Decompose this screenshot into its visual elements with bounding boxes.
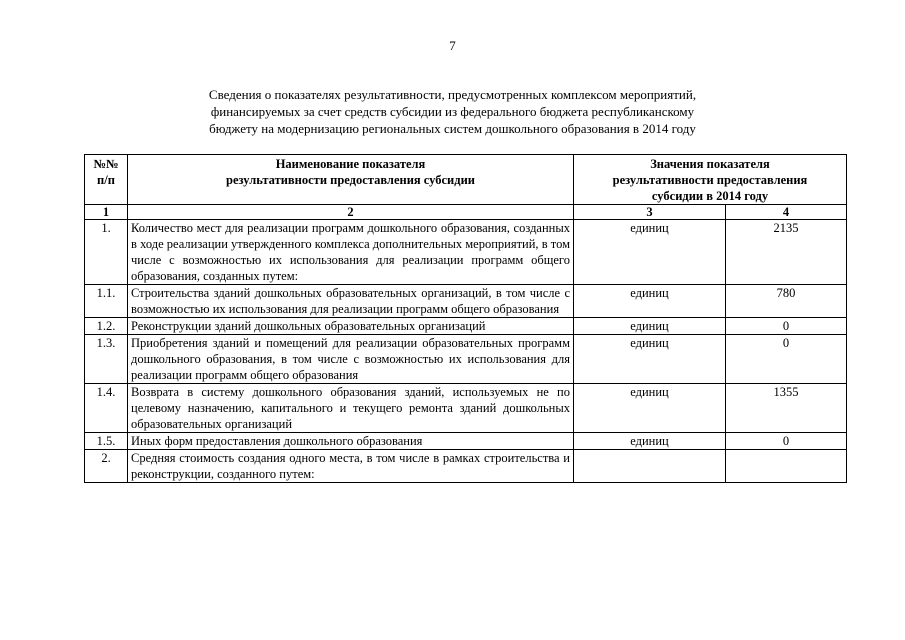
page-number: 7 bbox=[449, 38, 456, 53]
row-indicator-name: Средняя стоимость создания одного места, в том числе в рамках строительства и реконструкции, созданного путем: bbox=[128, 450, 574, 483]
row-unit: единиц bbox=[574, 285, 726, 318]
header-number-line: п/п bbox=[97, 173, 115, 187]
header-name-line: результативности предоставления субсидии bbox=[226, 173, 475, 187]
header-number-line: №№ bbox=[93, 157, 119, 171]
table-row bbox=[85, 384, 847, 433]
title-line-3: бюджету на модернизацию региональных систем дошкольного образования в 2014 году bbox=[209, 121, 696, 136]
table-row bbox=[85, 318, 847, 335]
header-values-line: Значения показателя bbox=[650, 157, 770, 171]
table-row bbox=[85, 335, 847, 384]
row-indicator-name: Строительства зданий дошкольных образовательных организаций, в том числе с возможностью их использования для реализации программ общего образования bbox=[128, 285, 574, 318]
header-values-line: субсидии в 2014 году bbox=[651, 189, 769, 203]
row-unit: единиц bbox=[574, 335, 726, 384]
title-line-2: финансируемых за счет средств субсидии из федерального бюджета республиканскому bbox=[210, 104, 695, 119]
row-unit: единиц bbox=[574, 384, 726, 433]
table-row bbox=[85, 450, 847, 483]
column-number: 2 bbox=[128, 205, 574, 220]
column-number: 4 bbox=[726, 205, 847, 220]
row-unit: единиц bbox=[574, 318, 726, 335]
row-number: 1.2. bbox=[85, 318, 128, 335]
table-row bbox=[85, 220, 847, 285]
row-value: 1355 bbox=[726, 384, 847, 433]
header-number bbox=[85, 155, 128, 205]
row-value bbox=[726, 450, 847, 483]
table-row bbox=[85, 433, 847, 450]
row-indicator-name: Реконструкции зданий дошкольных образовательных организаций bbox=[128, 318, 574, 335]
column-number: 1 bbox=[85, 205, 128, 220]
row-indicator-name: Возврата в систему дошкольного образования зданий, используемых не по целевому назначению, капитального и текущего ремонта зданий дошкольных образовательных организаций bbox=[128, 384, 574, 433]
row-number: 1.4. bbox=[85, 384, 128, 433]
row-indicator-name: Количество мест для реализации программ дошкольного образования, созданных в ходе реализации утвержденного комплекса дополнительных мероприятий, в том числе с возможностью их использования для реализации программ общего образования, созданных путем: bbox=[128, 220, 574, 285]
row-indicator-name: Приобретения зданий и помещений для реализации образовательных программ дошкольного образования, в том числе с возможностью их использования для реализации программ общего образования bbox=[128, 335, 574, 384]
column-number: 3 bbox=[574, 205, 726, 220]
row-number: 1. bbox=[85, 220, 128, 285]
header-values-line: результативности предоставления bbox=[612, 173, 808, 187]
indicators-table bbox=[84, 154, 847, 483]
row-value: 780 bbox=[726, 285, 847, 318]
row-number: 2. bbox=[85, 450, 128, 483]
row-unit: единиц bbox=[574, 433, 726, 450]
header-indicator-name bbox=[128, 155, 574, 205]
row-indicator-name: Иных форм предоставления дошкольного образования bbox=[128, 433, 574, 450]
row-value: 0 bbox=[726, 433, 847, 450]
document-title bbox=[150, 86, 755, 137]
header-indicator-values bbox=[574, 155, 847, 205]
row-value: 2135 bbox=[726, 220, 847, 285]
table-header-row bbox=[85, 155, 847, 205]
column-numbers-row bbox=[85, 205, 847, 220]
row-value: 0 bbox=[726, 335, 847, 384]
row-unit: единиц bbox=[574, 220, 726, 285]
table-row bbox=[85, 285, 847, 318]
header-name-line: Наименование показателя bbox=[275, 157, 426, 171]
row-number: 1.5. bbox=[85, 433, 128, 450]
row-unit bbox=[574, 450, 726, 483]
row-number: 1.3. bbox=[85, 335, 128, 384]
title-line-1: Сведения о показателях результативности, предусмотренных комплексом мероприятий, bbox=[208, 87, 697, 102]
row-value: 0 bbox=[726, 318, 847, 335]
row-number: 1.1. bbox=[85, 285, 128, 318]
